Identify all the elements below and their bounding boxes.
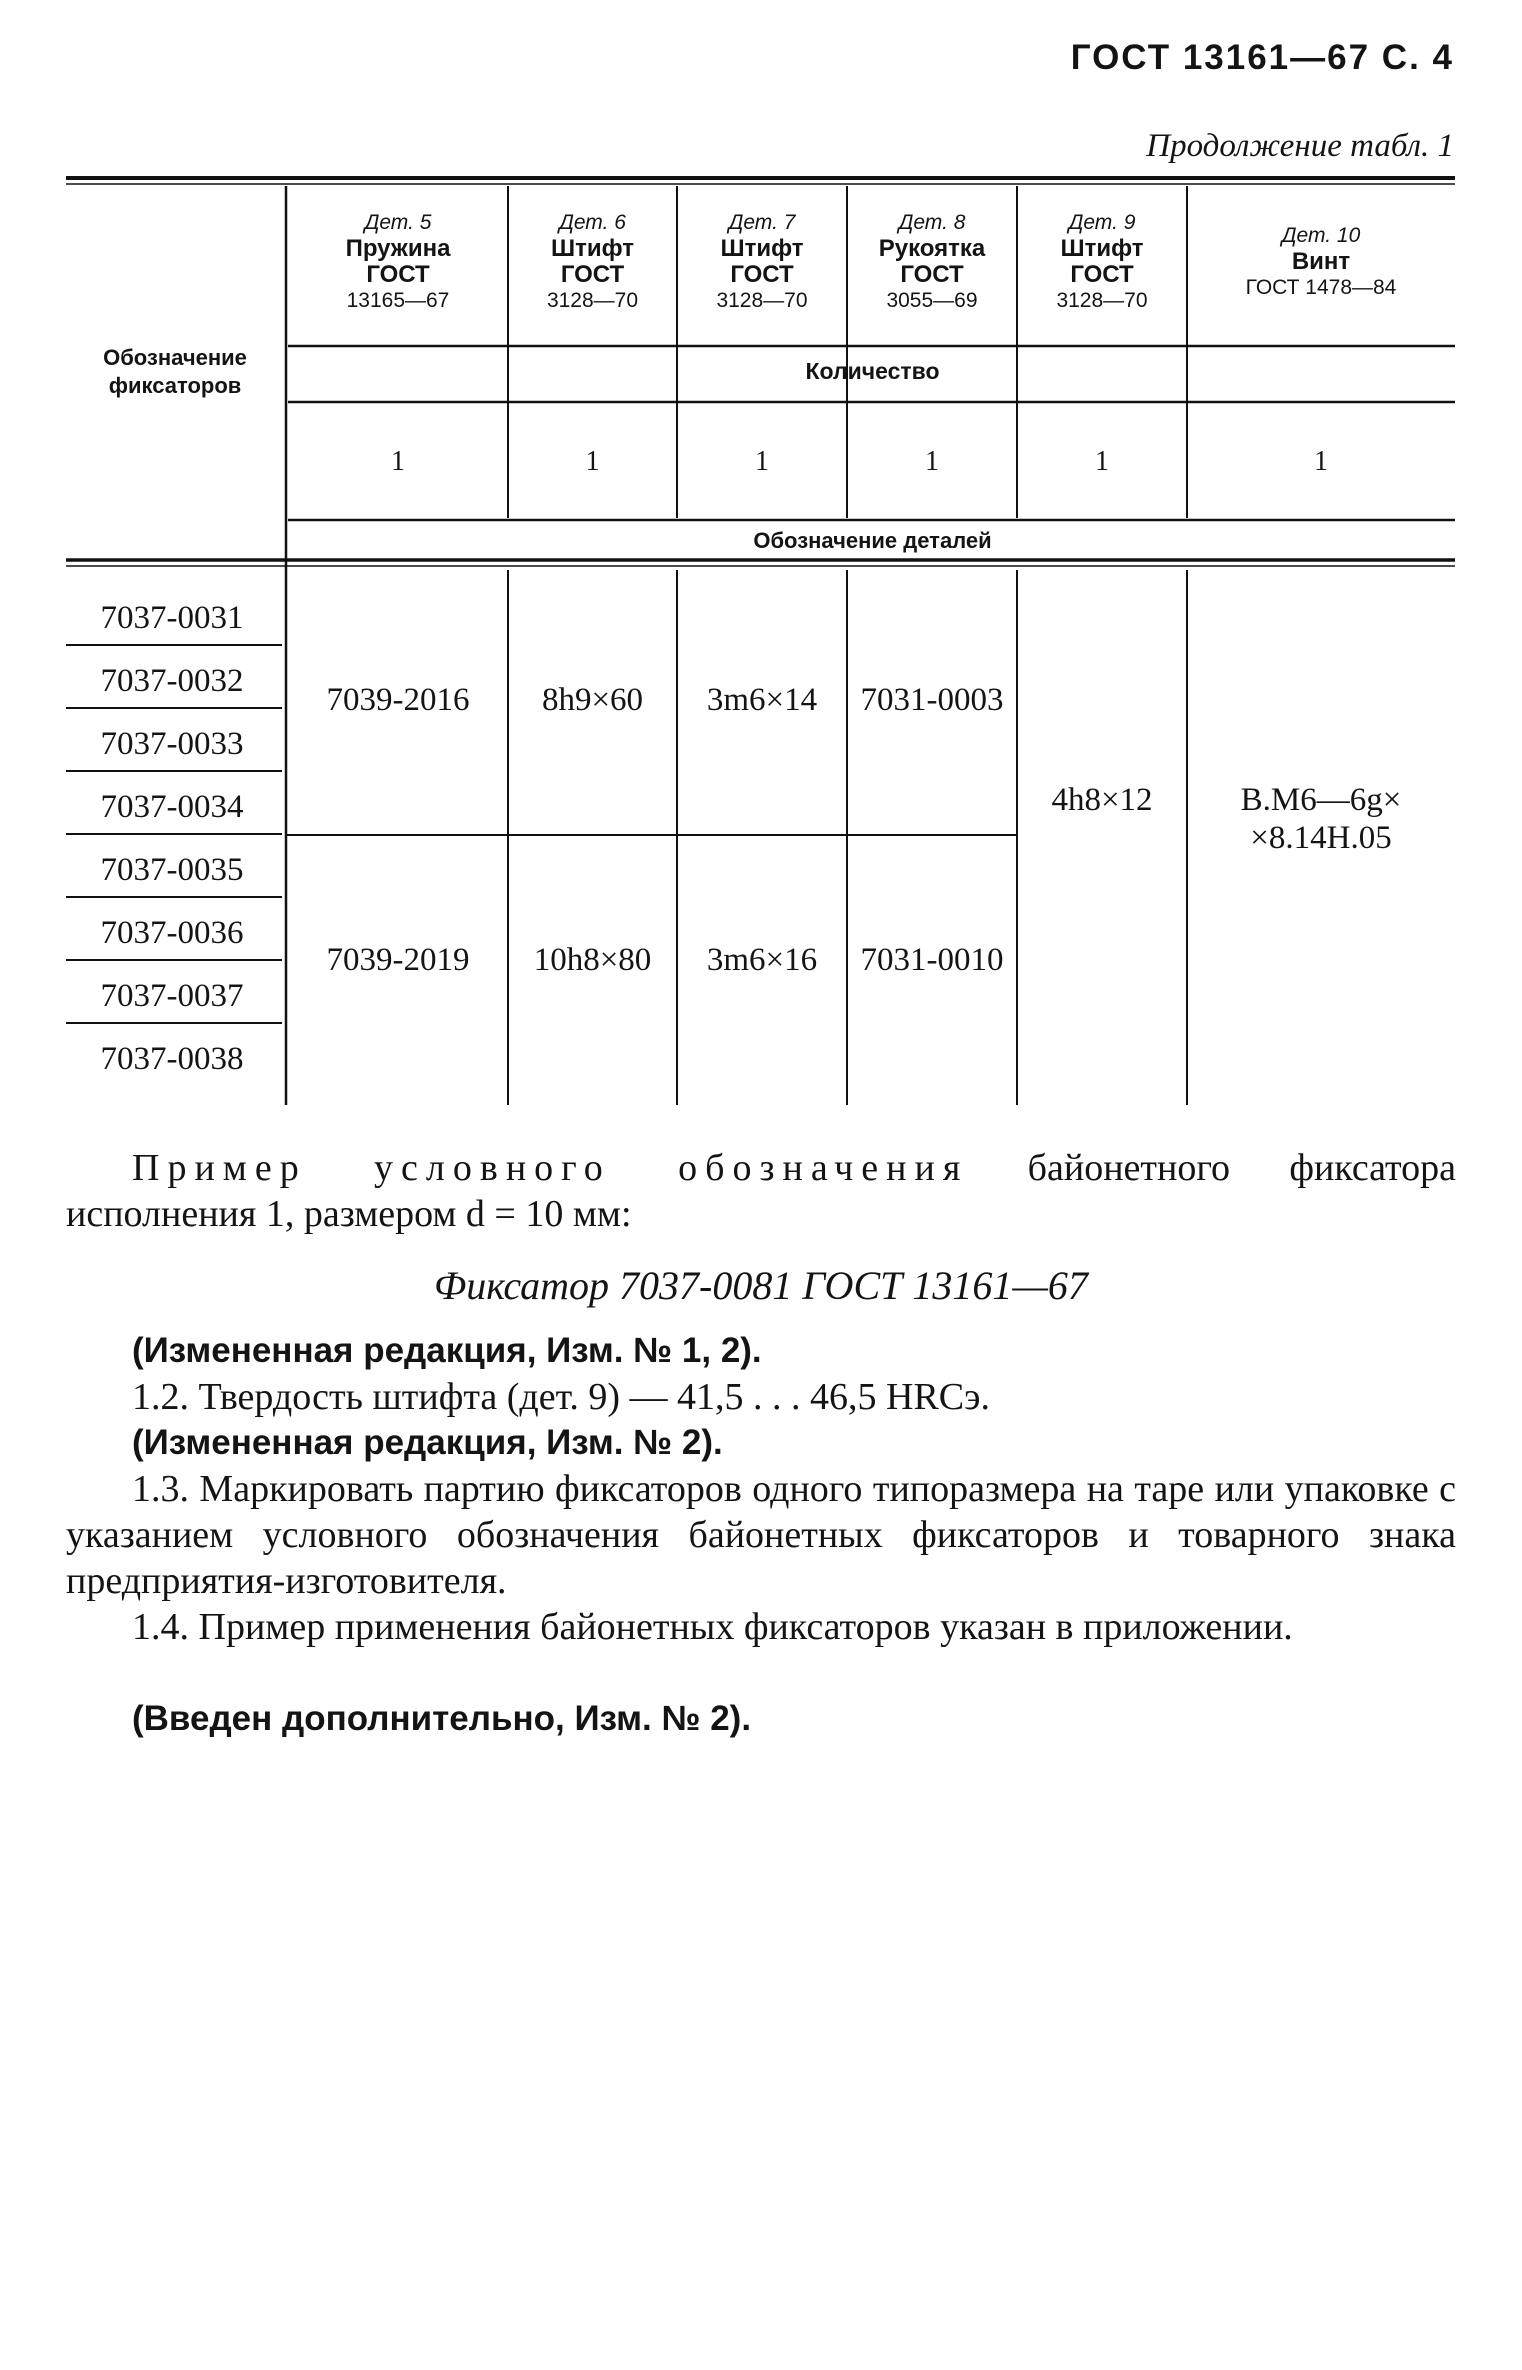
column-header-det10 (1187, 208, 1455, 316)
part-std: ГОСТ (730, 261, 794, 288)
part-name: Штифт (1060, 235, 1144, 262)
det10-value-line-1: В.М6—6g× (1240, 782, 1402, 818)
quantity-det8: 1 (925, 446, 939, 477)
quantity-label: Количество (805, 358, 940, 384)
revised-note-1: (Измененная редакция, Изм. № 1, 2). (132, 1331, 762, 1370)
std-number: 3128—70 (546, 289, 639, 312)
group1-det7: 3m6×14 (706, 682, 818, 718)
table-caption: Продолжение табл. 1 (1146, 128, 1454, 164)
part-std: ГОСТ (900, 261, 964, 288)
std-number: 13165—67 (346, 289, 450, 312)
example-designation: Фиксатор 7037-0081 ГОСТ 13161—67 (434, 1263, 1088, 1308)
row-header (66, 344, 284, 400)
group2-det8: 7031-0010 (860, 942, 1004, 978)
revised-note-2: (Измененная редакция, Изм. № 2). (132, 1423, 723, 1462)
group1-det6: 8h9×60 (541, 682, 644, 718)
det-number: Дет. 8 (898, 211, 966, 234)
quantity-det10: 1 (1314, 446, 1328, 477)
part-name: Пружина (345, 235, 451, 262)
part-std: ГОСТ (1070, 261, 1134, 288)
group2-det5: 7039-2019 (326, 942, 470, 978)
part-std: ГОСТ (366, 261, 430, 288)
quantity-det5: 1 (391, 446, 405, 477)
std-number: 3055—69 (886, 289, 978, 312)
std-number: 3128—70 (716, 289, 808, 312)
part-name: Штифт (720, 235, 804, 262)
fixator-code: 7037-0038 (100, 1041, 244, 1077)
fixator-code: 7037-0036 (100, 915, 244, 951)
column-header-det6 (508, 208, 677, 316)
fixator-code: 7037-0034 (100, 789, 244, 825)
part-std: ГОСТ 1478—84 (1245, 276, 1397, 299)
parts-table (0, 0, 1522, 1110)
quantity-det7: 1 (755, 446, 769, 477)
page-header: ГОСТ 13161—67 С. 4 (1070, 38, 1454, 77)
group2-det7: 3m6×16 (706, 942, 818, 978)
std-number: 3128—70 (1056, 289, 1148, 312)
part-name: Рукоятка (878, 235, 986, 262)
group1-det5: 7039-2016 (326, 682, 470, 718)
part-name: Винт (1291, 248, 1351, 275)
fixator-code: 7037-0031 (100, 600, 244, 636)
item-1-3: 1.3. Маркировать партию фиксаторов одного типоразмера на таре или упаковке с указанием условного обозначения байонетных фиксаторов и товарного знака предприятия-изготовителя. (66, 1468, 1456, 1602)
column-header-det9 (1017, 208, 1187, 316)
example-intro-spaced: Пример условного обозначения (132, 1147, 969, 1189)
item-1-4: 1.4. Пример применения байонетных фиксаторов указан в приложении. (132, 1606, 1293, 1648)
quantity-det9: 1 (1095, 446, 1109, 477)
det-number: Дет. 6 (559, 211, 626, 234)
det-number: Дет. 5 (364, 211, 432, 234)
fixator-code: 7037-0033 (100, 726, 244, 762)
det-number: Дет. 7 (728, 211, 796, 234)
fixator-code: 7037-0037 (100, 978, 244, 1014)
row-header-line-2: фиксаторов (108, 373, 242, 398)
det-number: Дет. 10 (1281, 224, 1361, 247)
det10-value-line-2: ×8.14Н.05 (1250, 820, 1392, 856)
added-note: (Введен дополнительно, Изм. № 2). (132, 1699, 752, 1738)
fixator-code: 7037-0032 (100, 663, 244, 699)
designation-label: Обозначение деталей (753, 528, 992, 553)
group1-det8: 7031-0003 (860, 682, 1004, 718)
group2-det6: 10h8×80 (533, 942, 652, 978)
fixator-code: 7037-0035 (100, 852, 244, 888)
example-intro-rest: байонетного фиксатора исполнения 1, размером d = 10 мм: (66, 1147, 1457, 1235)
column-header-det7 (677, 208, 847, 316)
column-header-det8 (847, 208, 1017, 316)
item-1-2: 1.2. Твердость штифта (дет. 9) — 41,5 . . . 46,5 HRCэ. (132, 1376, 990, 1418)
quantity-det6: 1 (585, 446, 600, 477)
row-header-line-1: Обозначение (103, 345, 247, 370)
det-number: Дет. 9 (1068, 211, 1136, 234)
column-header-det5 (288, 208, 508, 316)
part-std: ГОСТ (560, 261, 625, 288)
det9-value: 4h8×12 (1051, 782, 1153, 818)
example-paragraph (66, 1145, 1456, 1237)
part-name: Штифт (550, 235, 635, 262)
